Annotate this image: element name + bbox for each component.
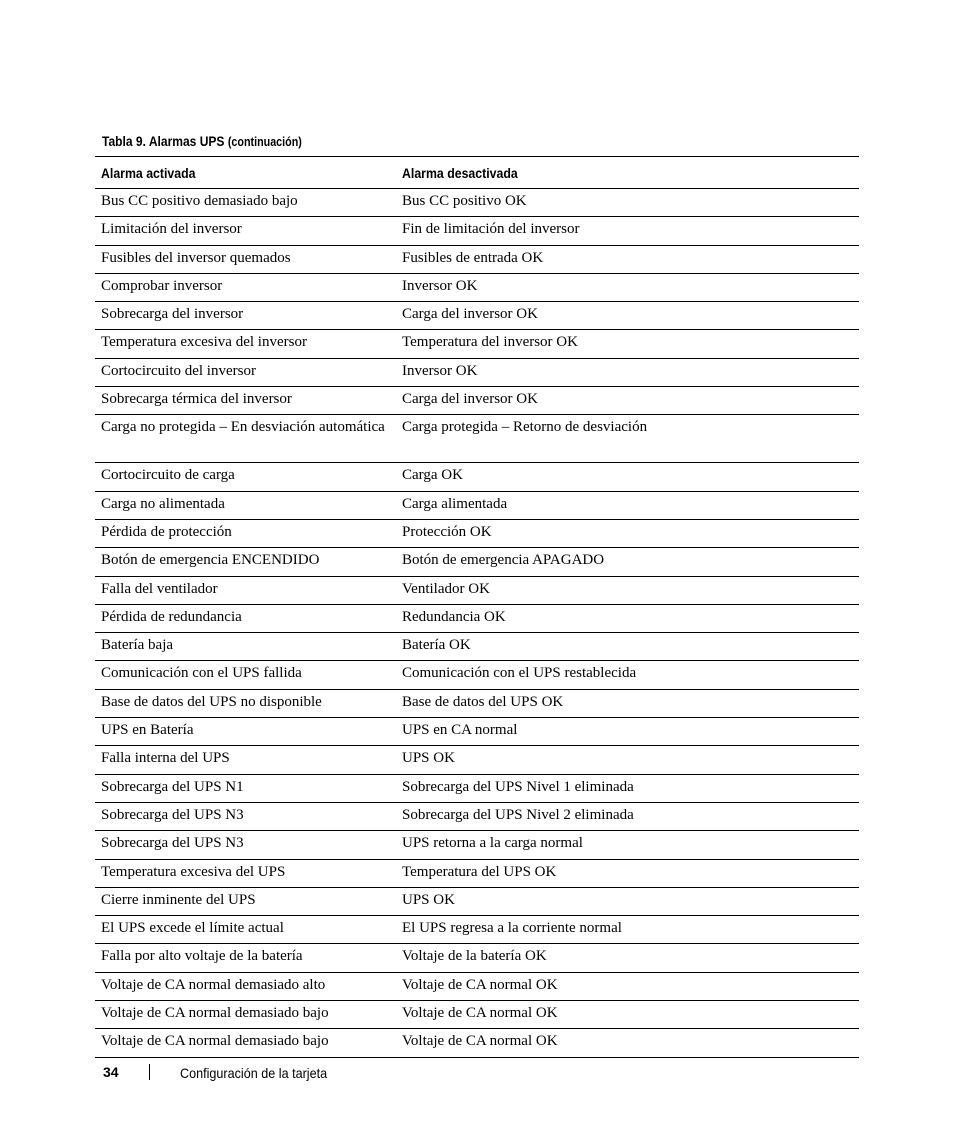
table-row bbox=[95, 302, 859, 330]
table-body bbox=[95, 189, 859, 1058]
table-row bbox=[95, 387, 859, 415]
cell-alarm-deactivated: UPS en CA normal bbox=[396, 718, 859, 746]
table-row bbox=[95, 774, 859, 802]
table-row bbox=[95, 463, 859, 491]
cell-alarm-deactivated: Voltaje de CA normal OK bbox=[396, 1029, 859, 1057]
table-row bbox=[95, 661, 859, 689]
cell-alarm-deactivated: UPS OK bbox=[396, 746, 859, 774]
table-row bbox=[95, 887, 859, 915]
footer-divider bbox=[149, 1064, 150, 1080]
table-row bbox=[95, 519, 859, 547]
cell-alarm-deactivated: Fusibles de entrada OK bbox=[396, 245, 859, 273]
table-row bbox=[95, 831, 859, 859]
cell-alarm-activated: Sobrecarga del UPS N3 bbox=[95, 831, 396, 859]
cell-alarm-deactivated: Comunicación con el UPS restablecida bbox=[396, 661, 859, 689]
cell-alarm-deactivated: Base de datos del UPS OK bbox=[396, 689, 859, 717]
cell-alarm-activated: Carga no alimentada bbox=[95, 491, 396, 519]
table-caption-sub: (continuación) bbox=[227, 135, 302, 149]
cell-alarm-deactivated: Carga del inversor OK bbox=[396, 302, 859, 330]
cell-alarm-deactivated: Voltaje de la batería OK bbox=[396, 944, 859, 972]
cell-alarm-activated: Voltaje de CA normal demasiado bajo bbox=[95, 1001, 396, 1029]
table-row bbox=[95, 604, 859, 632]
page-number: 34 bbox=[103, 1064, 119, 1080]
table-row bbox=[95, 972, 859, 1000]
cell-alarm-deactivated: Fin de limitación del inversor bbox=[396, 217, 859, 245]
cell-alarm-activated: Sobrecarga del UPS N1 bbox=[95, 774, 396, 802]
cell-alarm-deactivated: Bus CC positivo OK bbox=[396, 189, 859, 217]
cell-alarm-activated: UPS en Batería bbox=[95, 718, 396, 746]
cell-alarm-deactivated: Batería OK bbox=[396, 633, 859, 661]
cell-alarm-activated: Comunicación con el UPS fallida bbox=[95, 661, 396, 689]
column-header-alarm-deactivated: Alarma desactivada bbox=[396, 157, 859, 189]
cell-alarm-activated: Sobrecarga del UPS N3 bbox=[95, 802, 396, 830]
cell-alarm-activated: Cortocircuito del inversor bbox=[95, 358, 396, 386]
cell-alarm-activated: Fusibles del inversor quemados bbox=[95, 245, 396, 273]
cell-alarm-deactivated: Carga protegida – Retorno de desviación bbox=[396, 415, 859, 463]
cell-alarm-activated: Pérdida de redundancia bbox=[95, 604, 396, 632]
cell-alarm-deactivated: UPS retorna a la carga normal bbox=[396, 831, 859, 859]
cell-alarm-activated: Temperatura excesiva del inversor bbox=[95, 330, 396, 358]
cell-alarm-deactivated: Redundancia OK bbox=[396, 604, 859, 632]
cell-alarm-activated: Falla del ventilador bbox=[95, 576, 396, 604]
cell-alarm-activated: Temperatura excesiva del UPS bbox=[95, 859, 396, 887]
table-row bbox=[95, 944, 859, 972]
cell-alarm-activated: Carga no protegida – En desviación automática bbox=[95, 415, 396, 463]
table-row bbox=[95, 1001, 859, 1029]
table-row bbox=[95, 415, 859, 463]
table-row bbox=[95, 217, 859, 245]
table-row bbox=[95, 802, 859, 830]
cell-alarm-deactivated: Voltaje de CA normal OK bbox=[396, 972, 859, 1000]
cell-alarm-activated: Base de datos del UPS no disponible bbox=[95, 689, 396, 717]
cell-alarm-deactivated: Temperatura del UPS OK bbox=[396, 859, 859, 887]
table-row bbox=[95, 245, 859, 273]
cell-alarm-activated: Pérdida de protección bbox=[95, 519, 396, 547]
cell-alarm-deactivated: Inversor OK bbox=[396, 358, 859, 386]
cell-alarm-deactivated: Botón de emergencia APAGADO bbox=[396, 548, 859, 576]
cell-alarm-activated: Sobrecarga del inversor bbox=[95, 302, 396, 330]
table-row bbox=[95, 330, 859, 358]
table-caption bbox=[102, 133, 302, 149]
cell-alarm-deactivated: Carga OK bbox=[396, 463, 859, 491]
cell-alarm-deactivated: El UPS regresa a la corriente normal bbox=[396, 916, 859, 944]
cell-alarm-activated: Falla por alto voltaje de la batería bbox=[95, 944, 396, 972]
table-row bbox=[95, 576, 859, 604]
cell-alarm-activated: Sobrecarga térmica del inversor bbox=[95, 387, 396, 415]
cell-alarm-deactivated: Carga del inversor OK bbox=[396, 387, 859, 415]
cell-alarm-deactivated: Carga alimentada bbox=[396, 491, 859, 519]
table-row bbox=[95, 273, 859, 301]
footer-section-title: Configuración de la tarjeta bbox=[180, 1065, 328, 1081]
cell-alarm-activated: Voltaje de CA normal demasiado bajo bbox=[95, 1029, 396, 1057]
cell-alarm-deactivated: Sobrecarga del UPS Nivel 2 eliminada bbox=[396, 802, 859, 830]
table-row bbox=[95, 189, 859, 217]
table-caption-main: Tabla 9. Alarmas UPS bbox=[102, 133, 225, 149]
cell-alarm-deactivated: UPS OK bbox=[396, 887, 859, 915]
cell-alarm-deactivated: Protección OK bbox=[396, 519, 859, 547]
table-row bbox=[95, 916, 859, 944]
table-row bbox=[95, 718, 859, 746]
cell-alarm-activated: El UPS excede el límite actual bbox=[95, 916, 396, 944]
cell-alarm-deactivated: Temperatura del inversor OK bbox=[396, 330, 859, 358]
column-header-alarm-activated: Alarma activada bbox=[95, 157, 396, 189]
cell-alarm-deactivated: Voltaje de CA normal OK bbox=[396, 1001, 859, 1029]
cell-alarm-activated: Falla interna del UPS bbox=[95, 746, 396, 774]
cell-alarm-activated: Voltaje de CA normal demasiado alto bbox=[95, 972, 396, 1000]
table-row bbox=[95, 1029, 859, 1057]
cell-alarm-deactivated: Ventilador OK bbox=[396, 576, 859, 604]
cell-alarm-activated: Limitación del inversor bbox=[95, 217, 396, 245]
cell-alarm-activated: Comprobar inversor bbox=[95, 273, 396, 301]
cell-alarm-activated: Cierre inminente del UPS bbox=[95, 887, 396, 915]
table-row bbox=[95, 689, 859, 717]
table-row bbox=[95, 491, 859, 519]
table-row bbox=[95, 633, 859, 661]
cell-alarm-deactivated: Inversor OK bbox=[396, 273, 859, 301]
table-header-row bbox=[95, 157, 859, 189]
cell-alarm-deactivated: Sobrecarga del UPS Nivel 1 eliminada bbox=[396, 774, 859, 802]
cell-alarm-activated: Cortocircuito de carga bbox=[95, 463, 396, 491]
ups-alarms-table bbox=[95, 156, 859, 1058]
table-row bbox=[95, 358, 859, 386]
cell-alarm-activated: Botón de emergencia ENCENDIDO bbox=[95, 548, 396, 576]
cell-alarm-activated: Batería baja bbox=[95, 633, 396, 661]
table-row bbox=[95, 746, 859, 774]
table-row bbox=[95, 859, 859, 887]
cell-alarm-activated: Bus CC positivo demasiado bajo bbox=[95, 189, 396, 217]
table-row bbox=[95, 548, 859, 576]
